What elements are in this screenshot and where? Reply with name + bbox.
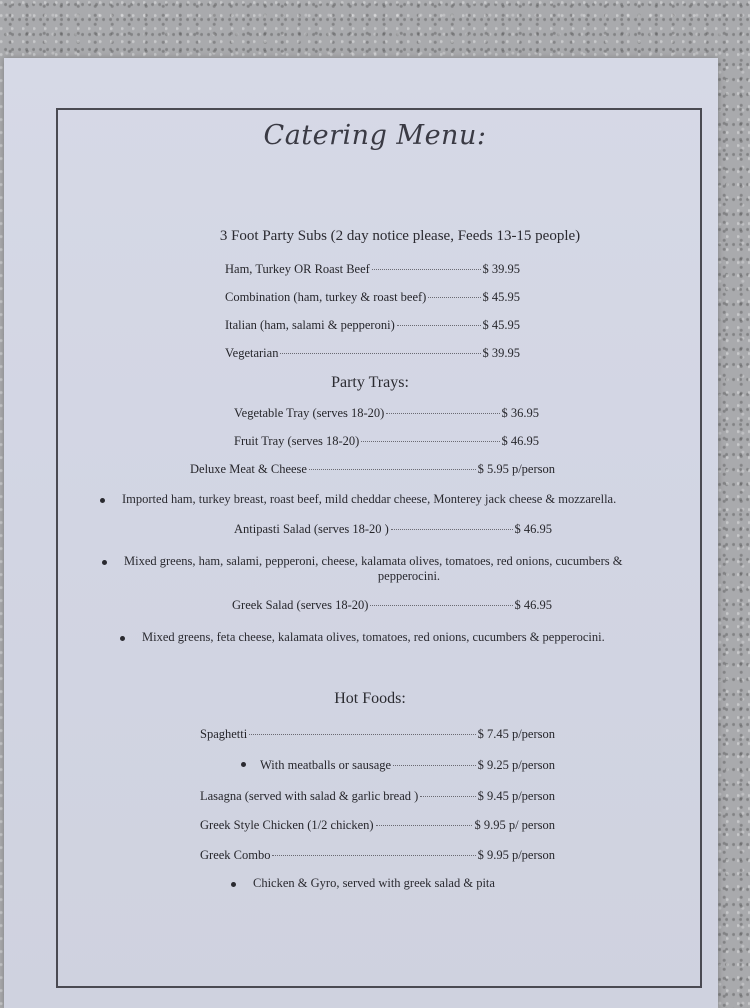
menu-item-meatballs-sausage: With meatballs or sausage $ 9.25 p/person [260, 758, 555, 773]
menu-item-greek-salad: Greek Salad (serves 18-20) $ 46.95 [232, 598, 552, 612]
menu-item-italian: Italian (ham, salami & pepperoni) $ 45.95 [225, 318, 520, 332]
menu-title: Catering Menu: [263, 120, 487, 151]
greek-note-bullet: Mixed greens, feta cheese, kalamata olives, tomatoes, red onions, cucumbers & pepperocini. [142, 630, 692, 645]
bullet-dot [120, 636, 125, 641]
trays-heading: Party Trays: [331, 374, 409, 391]
menu-item-lasagna: Lasagna (served with salad & garlic bread ) $ 9.45 p/person [200, 789, 555, 803]
menu-item-vegetable-tray: Vegetable Tray (serves 18-20) $ 36.95 [234, 406, 539, 420]
menu-item-ham-turkey-roast-beef: Ham, Turkey OR Roast Beef $ 39.95 [225, 262, 520, 276]
menu-item-greek-style-chicken: Greek Style Chicken (1/2 chicken) $ 9.95 p/ person [200, 818, 555, 832]
bullet-dot [241, 762, 246, 767]
hot-foods-heading: Hot Foods: [334, 690, 406, 707]
menu-item-vegetarian: Vegetarian $ 39.95 [225, 346, 520, 360]
menu-item-fruit-tray: Fruit Tray (serves 18-20) $ 46.95 [234, 434, 539, 448]
antipasti-note-bullet: Mixed greens, ham, salami, pepperoni, cheese, kalamata olives, tomatoes, red onions, cucumbers & pepperocini. [124, 554, 694, 584]
menu-item-greek-combo: Greek Combo $ 9.95 p/person [200, 848, 555, 862]
bullet-dot [102, 560, 107, 565]
combo-note-bullet: Chicken & Gyro, served with greek salad & pita [253, 876, 553, 891]
menu-item-spaghetti: Spaghetti $ 7.45 p/person [200, 727, 555, 741]
subs-heading: 3 Foot Party Subs (2 day notice please, Feeds 13-15 people) [219, 228, 581, 244]
deluxe-note-bullet: Imported ham, turkey breast, roast beef, mild cheddar cheese, Monterey jack cheese & mozzarella. [122, 492, 692, 507]
bullet-dot [100, 498, 105, 503]
menu-item-deluxe-meat-cheese: Deluxe Meat & Cheese $ 5.95 p/person [190, 462, 555, 476]
menu-item-antipasti-salad: Antipasti Salad (serves 18-20 ) $ 46.95 [234, 522, 552, 536]
bullet-dot [231, 882, 236, 887]
menu-item-combination: Combination (ham, turkey & roast beef) $ 45.95 [225, 290, 520, 304]
